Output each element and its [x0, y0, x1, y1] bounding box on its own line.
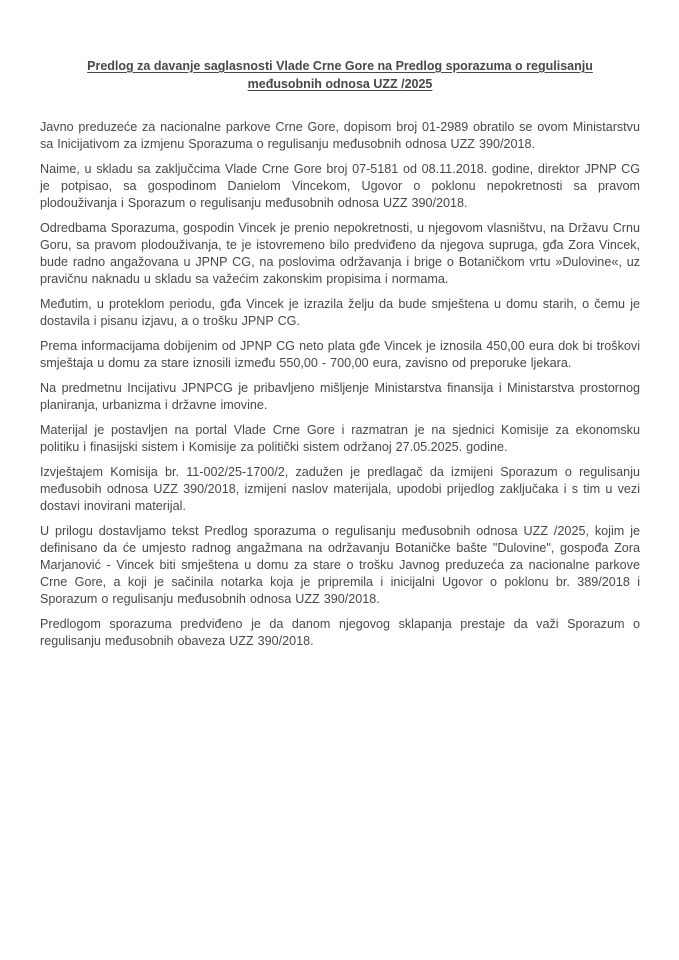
- paragraph: Javno preduzeće za nacionalne parkove Crne Gore, dopisom broj 01-2989 obratilo se ovom Ministarstvu sa Inicijativom za izmjenu Sporazuma o regulisanju međusobnih odnosa UZZ 390/2018.: [40, 120, 640, 151]
- paragraph: Materijal je postavljen na portal Vlade Crne Gore i razmatran je na sjednici Komisije za ekonomsku politiku i finasijski sistem i Komisije za politički sistem održanoj 27.05.2025. godine.: [40, 423, 640, 454]
- document-body: [40, 119, 640, 650]
- title-line-1: Predlog za davanje saglasnosti Vlade Crne Gore na Predlog sporazuma o regulisanju: [87, 59, 593, 73]
- paragraph: Međutim, u proteklom periodu, gđa Vincek je izrazila želju da bude smještena u domu starih, o čemu je dostavila i pisanu izjavu, a o trošku JPNP CG.: [40, 297, 640, 328]
- paragraph: Odredbama Sporazuma, gospodin Vincek je prenio nepokretnosti, u njegovom vlasništvu, na Državu Crnu Goru, sa pravom plodouživanja, te je istovremeno bilo predviđeno da njegova supruga, gđa Zora Vincek, bude radno angažovana u JPNP CG, na poslovima održavanja i brige o Botaničkom vrtu »Dulovine«, uz pravičnu naknadu u skladu sa važećim zakonskim propisima i normama.: [40, 221, 640, 286]
- title-line-2: međusobnih odnosa UZZ /2025: [247, 77, 433, 91]
- document-title: [40, 57, 640, 93]
- paragraph: Prema informacijama dobijenim od JPNP CG neto plata gđe Vincek je iznosila 450,00 eura dok bi troškovi smještaja u domu za stare iznosili između 550,00 - 700,00 eura, zavisno od preporuke ljekara.: [40, 339, 640, 370]
- paragraph: Naime, u skladu sa zaključcima Vlade Crne Gore broj 07-5181 od 08.11.2018. godine, direktor JPNP CG je potpisao, sa gospodinom Danielom Vincekom, Ugovor o poklonu nepokretnosti sa pravom plodouživanja i Sporazum o regulisanju međusobnih odnosa UZZ 390/2018.: [40, 162, 640, 210]
- paragraph: Na predmetnu Incijativu JPNPCG je pribavljeno mišljenje Ministarstva finansija i Ministarstva prostornog planiranja, urbanizma i državne imovine.: [40, 381, 640, 412]
- paragraph: Izvještajem Komisija br. 11-002/25-1700/2, zadužen je predlagač da izmijeni Sporazum o regulisanju međusobih odnosa UZZ 390/2018, izmijeni naslov materijala, upodobi prijedlog zaključaka i s tim u vezi dostavi inovirani materijal.: [40, 465, 640, 513]
- paragraph: U prilogu dostavljamo tekst Predlog sporazuma o regulisanju međusobnih odnosa UZZ /2025, kojim je definisano da će umjesto radnog angažmana na održavanju Botaničke bašte "Dulovine", gospođa Zora Marjanović - Vincek biti smještena u domu za stare o trošku Javnog preduzeća za nacionalne parkove Crne Gore, a koji je sačinila notarka koja je pripremila i inicijalni Ugovor o poklonu br. 389/2018 i Sporazum o regulisanju međusobnih odnosa UZZ 390/2018.: [40, 524, 640, 606]
- paragraph: Predlogom sporazuma predviđeno je da danom njegovog sklapanja prestaje da važi Sporazum o regulisanju međusobnih obaveza UZZ 390/2018.: [40, 617, 640, 648]
